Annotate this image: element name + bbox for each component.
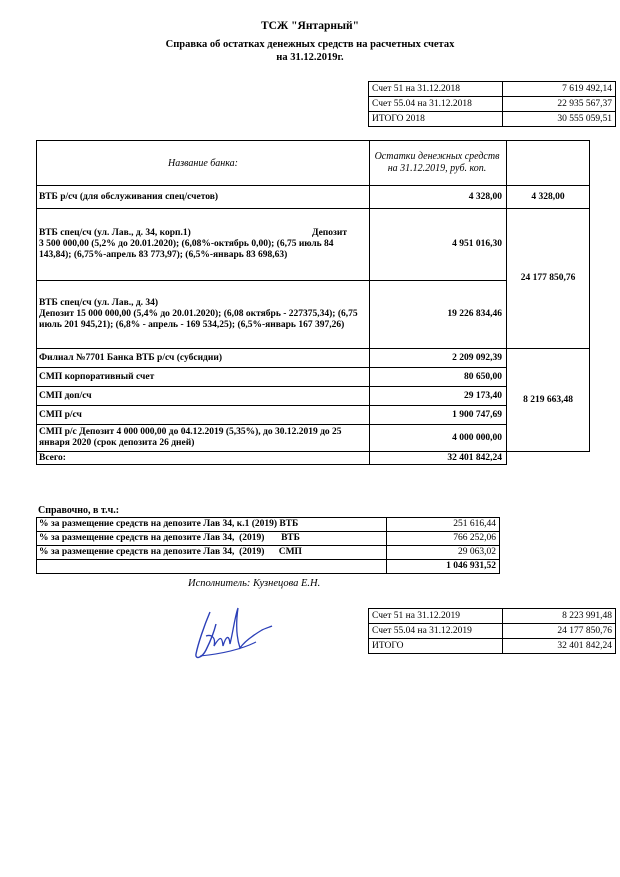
doc-date: на 31.12.2019г.	[276, 52, 344, 63]
table-row	[37, 518, 500, 532]
col-bank-header: Название банка:	[37, 141, 370, 186]
bank-name: СМП корпоративный счет	[37, 368, 370, 387]
col-balance-header: Остатки денежных средств на 31.12.2019, руб. коп.	[370, 141, 507, 186]
reference-total-label	[37, 560, 387, 574]
deposit-label: Депозит	[311, 228, 347, 238]
reference-label: % за размещение средств на депозите Лав 34, (2019) ВТБ	[37, 532, 387, 546]
reference-total-value: 1 046 931,52	[387, 560, 500, 574]
summary-label: ИТОГО 2018	[369, 112, 503, 127]
summary-value: 7 619 492,14	[503, 82, 616, 97]
table-row	[369, 82, 616, 97]
reference-value: 29 063,02	[387, 546, 500, 560]
summary-value: 30 555 059,51	[503, 112, 616, 127]
table-row	[37, 186, 590, 209]
group-balance: 24 177 850,76	[507, 209, 590, 349]
doc-subtitle: Справка об остатках денежных средств на расчетных счетах	[165, 39, 455, 50]
empty-cell	[507, 452, 590, 465]
reference-label: % за размещение средств на депозите Лав 34, к.1 (2019) ВТБ	[37, 518, 387, 532]
bank-balance: 4 328,00	[370, 186, 507, 209]
bank-name: СМП р/с Депозит 4 000 000,00 до 04.12.2019 (5,35%), до 30.12.2019 до 25 января 2020 (срок депозита 26 дней)	[37, 425, 370, 452]
summary-label: Счет 51 на 31.12.2018	[369, 82, 503, 97]
bank-balances-table	[36, 140, 590, 465]
summary-value: 8 223 991,48	[503, 609, 616, 624]
summary-label: Счет 55.04 на 31.12.2018	[369, 97, 503, 112]
deposit-details: 3 500 000,00 (5,2% до 20.01.2020); (6,08%-октябрь 0,00); (6,75 июль 84 143,84); (6,75%-апрель 83 773,97); (6,5%-январь 83 698,63)	[39, 239, 334, 260]
bank-balance: 4 000 000,00	[370, 425, 507, 452]
summary-value: 22 935 567,37	[503, 97, 616, 112]
deposit-details: Депозит 15 000 000,00 (5,4% до 20.01.2020); (6,08 октябрь - 227375,34); (6,75 июль 201 945,21); (6,8% - апрель - 169 534,25); (6,5%-январь 167 397,26)	[39, 309, 358, 330]
bank-balance: 2 209 092,39	[370, 349, 507, 368]
table-row	[369, 112, 616, 127]
signature-stroke	[196, 612, 216, 657]
deposit-title-line	[39, 228, 367, 239]
table-row	[369, 624, 616, 639]
reference-value: 251 616,44	[387, 518, 500, 532]
bank-balance: 4 951 016,30	[370, 209, 507, 281]
summary-label: ИТОГО	[369, 639, 503, 654]
col-group-header	[507, 141, 590, 186]
table-row	[369, 609, 616, 624]
bank-name: СМП доп/сч	[37, 387, 370, 406]
summary-label: Счет 51 на 31.12.2019	[369, 609, 503, 624]
org-title: ТСЖ "Янтарный"	[260, 20, 360, 32]
group-balance: 8 219 663,48	[507, 349, 590, 452]
reference-value: 766 252,06	[387, 532, 500, 546]
reference-table	[36, 517, 500, 574]
deposit-account-name: ВТБ спец/сч (ул. Лав., д. 34)	[39, 298, 159, 308]
summary-value: 32 401 842,24	[503, 639, 616, 654]
bank-balance: 80 650,00	[370, 368, 507, 387]
bank-balance: 29 173,40	[370, 387, 507, 406]
deposit-account-name: ВТБ спец/сч (ул. Лав., д. 34, корп.1)	[39, 228, 191, 238]
table-total-row	[37, 560, 500, 574]
table-row	[37, 532, 500, 546]
signature-stroke	[206, 608, 272, 648]
executor-line: Исполнитель: Кузнецова Е.Н.	[188, 578, 321, 589]
reference-label: % за размещение средств на депозите Лав 34, (2019) СМП	[37, 546, 387, 560]
summary-label: Счет 55.04 на 31.12.2019	[369, 624, 503, 639]
bank-name: ВТБ р/сч (для обслуживания спец/счетов)	[37, 186, 370, 209]
table-header-row	[37, 141, 590, 186]
bank-balance: 1 900 747,69	[370, 406, 507, 425]
bank-name	[37, 209, 370, 281]
table-row	[369, 97, 616, 112]
summary-2019-table	[368, 608, 616, 654]
bank-name: СМП р/сч	[37, 406, 370, 425]
bank-name	[37, 281, 370, 349]
table-total-row	[37, 452, 590, 465]
signature-icon	[190, 596, 280, 666]
table-row	[37, 546, 500, 560]
group-balance: 4 328,00	[507, 186, 590, 209]
bank-balance: 19 226 834,46	[370, 281, 507, 349]
summary-value: 24 177 850,76	[503, 624, 616, 639]
table-row	[37, 349, 590, 368]
summary-2018-table	[368, 81, 616, 127]
total-label: Всего:	[37, 452, 370, 465]
total-value: 32 401 842,24	[370, 452, 507, 465]
table-row	[369, 639, 616, 654]
bank-name: Филиал №7701 Банка ВТБ р/сч (субсидии)	[37, 349, 370, 368]
table-row	[37, 209, 590, 281]
reference-heading: Справочно, в т.ч.:	[38, 505, 120, 516]
